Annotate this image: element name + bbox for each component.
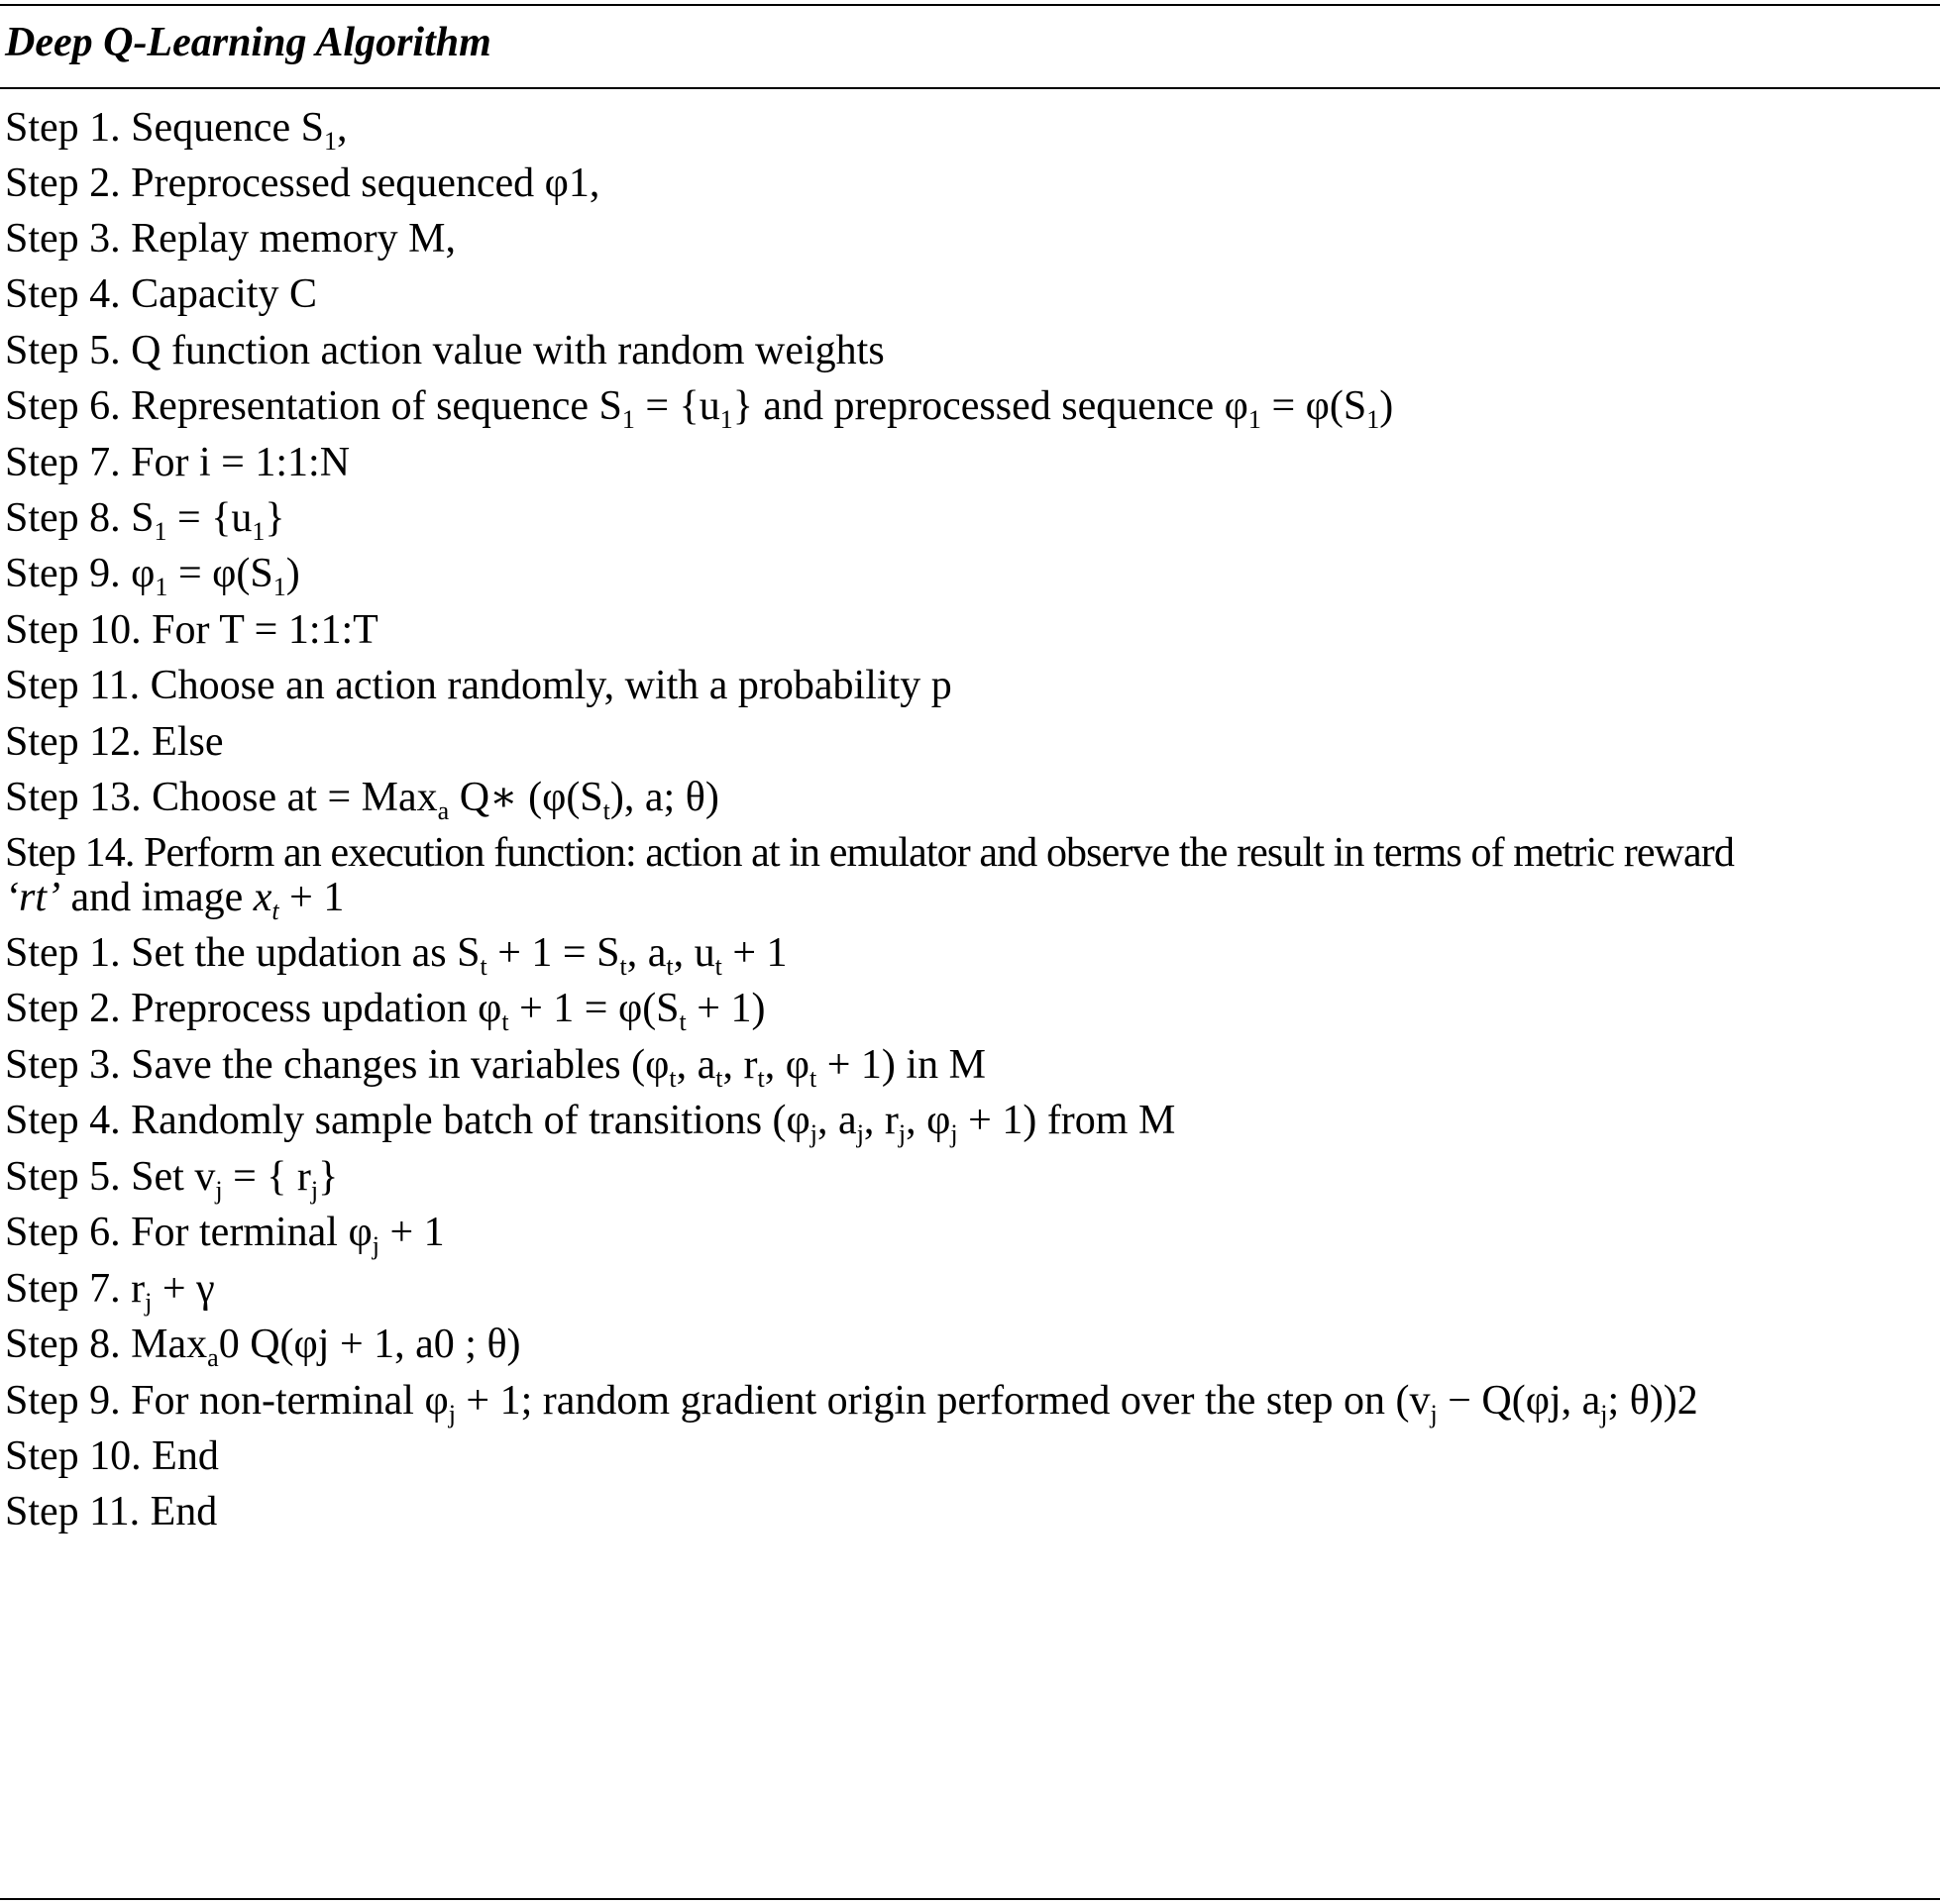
update-step-10: Step 10. End [5,1433,219,1479]
step-6: Step 6. Representation of sequence $S_1 = \{u_1\}$ and preprocessed sequence $\varphi_1 = \varphi(S_1)$ [5,383,1394,435]
update-step-3: Step 3. Save the changes in variables ($\varphi_t$, $a_t$, $r_t$, $\varphi_t + 1$) in M [5,1042,986,1094]
update-step-9: Step 9. For non-terminal $\varphi_j + 1$; random gradient origin performed over the step on ($v_j - Q(\varphi j$, $a_j$; θ))2 [5,1378,1698,1429]
update-step-7: Step 7. $r_j + \gamma$ [5,1266,215,1318]
step-5: Step 5. Q function action value with random weights [5,328,885,373]
step-7: Step 7. For i = 1:1:N [5,440,351,485]
step-11: Step 11. Choose an action randomly, with a probability p [5,663,952,708]
algorithm-title: Deep Q-Learning Algorithm [5,20,491,65]
step-3: Step 3. Replay memory M, [5,216,456,262]
step-1: Step 1. Sequence $S_1$, [5,105,348,157]
step-8: Step 8. $S_1 = \{u_1\}$ [5,495,285,547]
step-2: Step 2. Preprocessed sequenced φ1, [5,160,600,206]
table-top-rule [0,4,1940,6]
step-9: Step 9. $\varphi_1 = \varphi(S_1)$ [5,551,300,602]
table-bottom-rule [0,1898,1940,1900]
update-step-8: Step 8. Max$_a$0 Q(φj + 1, a0 ; θ) [5,1322,521,1373]
update-step-6: Step 6. For terminal $\varphi_j + 1$ [5,1210,445,1261]
update-step-2: Step 2. Preprocess updation $\varphi_t + 1 = \varphi(S_t + 1)$ [5,986,766,1037]
update-step-1: Step 1. Set the updation as $S_t + 1 = S_t$, $a_t$, $u_t + 1$ [5,930,788,982]
update-step-5: Step 5. Set $v_j$ = { $r_j$} [5,1154,339,1206]
step-10: Step 10. For T = 1:1:T [5,607,378,653]
update-step-11: Step 11. End [5,1489,218,1534]
step-4: Step 4. Capacity C [5,271,317,317]
header-rule [0,87,1940,89]
step-13: Step 13. Choose at = Max$_a$ Q∗ ($\varphi(S_t)$, a; θ) [5,775,719,826]
step-12: Step 12. Else [5,719,224,765]
update-step-4: Step 4. Randomly sample batch of transitions ($\varphi_j$, $a_j$, $r_j$, $\varphi_j + 1$) from M [5,1098,1176,1149]
step-14-line-2: ‘rt’ and image $x_t + 1$ [5,875,345,926]
step-14-line-1: Step 14. Perform an execution function: action at in emulator and observe the result in terms of metric reward [5,830,1734,876]
